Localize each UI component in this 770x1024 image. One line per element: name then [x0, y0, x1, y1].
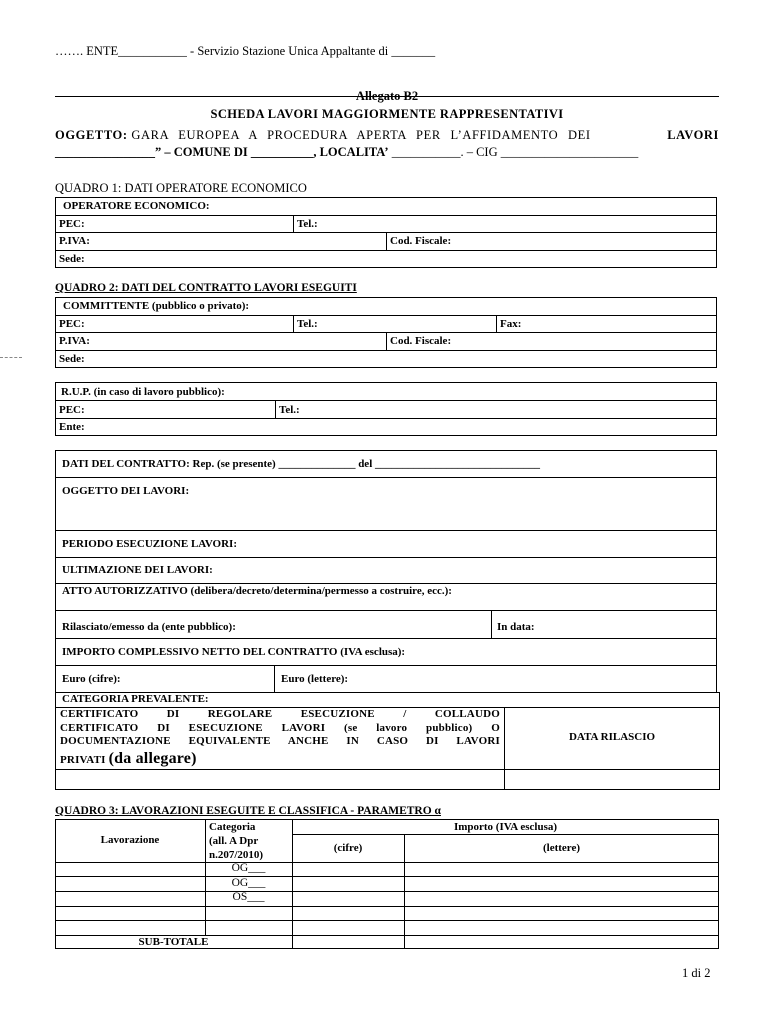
q2-sede-label: Sede:: [59, 353, 85, 365]
oggetto-lavori-label: OGGETTO DEI LAVORI:: [62, 485, 190, 497]
row-divider: [55, 876, 719, 877]
rup-label: R.U.P. (in caso di lavoro pubblico):: [61, 386, 225, 398]
row-divider: [55, 862, 719, 863]
categoria-header-l2: (all. A Dpr: [209, 835, 259, 847]
cert-line-3: DOCUMENTAZIONE EQUIVALENTE ANCHE IN CASO DI LAVORI: [60, 735, 500, 747]
rup-tel-label: Tel.:: [279, 404, 300, 416]
categoria-row-3: OS___: [232, 891, 265, 903]
q2-piva-label: P.IVA:: [59, 335, 90, 347]
row-divider: [55, 215, 717, 216]
q2-pec-label: PEC:: [59, 318, 85, 330]
data-rilascio-label: DATA RILASCIO: [568, 731, 656, 743]
page-number: 1 di 2: [682, 966, 711, 980]
col-divider: [293, 215, 294, 232]
subtotale-label: SUB-TOTALE: [138, 936, 209, 948]
lettere-header: (lettere): [542, 842, 581, 854]
categoria-row-2: OG___: [231, 877, 266, 889]
in-data-label: In data:: [497, 621, 535, 633]
col-divider: [496, 315, 497, 332]
quadro2-title: QUADRO 2: DATI DEL CONTRATTO LAVORI ESEGUITI: [55, 282, 357, 294]
row-divider: [55, 477, 717, 478]
oggetto-label: OGGETTO:: [55, 128, 128, 142]
cert-line-2: CERTIFICATO DI ESECUZIONE LAVORI (se lavoro pubblico) O: [60, 721, 500, 734]
q2-tel-label: Tel.:: [297, 318, 318, 330]
oggetto-text: GARA EUROPEA A PROCEDURA APERTA PER L’AFFIDAMENTO DEI: [131, 128, 591, 142]
row-divider: [55, 418, 717, 419]
col-divider: [275, 400, 276, 418]
row-divider: [55, 665, 717, 666]
cert-text: [60, 708, 500, 770]
oggetto-lavori: LAVORI: [667, 128, 719, 142]
atto-label: ATTO AUTORIZZATIVO (delibera/decreto/determina/permesso a costruire, ecc.):: [62, 585, 452, 597]
row-divider: [55, 400, 717, 401]
col-divider: [274, 665, 275, 693]
rilasciato-label: Rilasciato/emesso da (ente pubblico):: [62, 621, 236, 633]
row-divider: [55, 638, 717, 639]
importo-header: Importo (IVA esclusa): [453, 821, 558, 833]
row-divider: [55, 530, 717, 531]
rup-pec-label: PEC:: [59, 404, 85, 416]
row-divider: [55, 583, 717, 584]
importo-label: IMPORTO COMPLESSIVO NETTO DEL CONTRATTO (IVA esclusa):: [62, 646, 406, 658]
q2-fax-label: Fax:: [500, 318, 522, 330]
lavorazione-header: Lavorazione: [100, 834, 160, 846]
row-divider: [55, 250, 717, 251]
categoria-header-l3: n.207/2010): [209, 849, 264, 861]
euro-lettere-label: Euro (lettere):: [281, 673, 349, 685]
col-divider: [292, 819, 293, 949]
cert-da-allegare: (da allegare): [108, 749, 197, 767]
quadro3-title: QUADRO 3: LAVORAZIONI ESEGUITE E CLASSIFICA - PARAMETRO α: [55, 805, 441, 817]
scheda-title: SCHEDA LAVORI MAGGIORMENTE RAPPRESENTATIVI: [210, 107, 564, 121]
cifre-header: (cifre): [333, 842, 363, 854]
q1-sede-label: Sede:: [59, 253, 85, 265]
operatore-label: OPERATORE ECONOMICO:: [63, 200, 210, 212]
col-divider: [386, 332, 387, 350]
cert-line-4: [60, 749, 500, 770]
euro-cifre-label: Euro (cifre):: [62, 673, 121, 685]
cert-privati: PRIVATI: [60, 753, 106, 766]
periodo-label: PERIODO ESECUZIONE LAVORI:: [62, 538, 238, 550]
categoria-label: CATEGORIA PREVALENTE:: [62, 693, 209, 705]
oggetto-line-1: [55, 128, 719, 143]
dati-contratto-label: DATI DEL CONTRATTO: Rep. (se presente) ______________ del ______________________________: [62, 458, 540, 470]
ultimazione-label: ULTIMAZIONE DEI LAVORI:: [62, 564, 213, 576]
committente-label: COMMITTENTE (pubblico o privato):: [63, 300, 250, 312]
q1-cf-label: Cod. Fiscale:: [390, 235, 452, 247]
allegato-title: Allegato B2: [355, 89, 419, 103]
q1-piva-label: P.IVA:: [59, 235, 90, 247]
row-divider: [55, 350, 717, 351]
row-divider: [55, 315, 717, 316]
q1-tel-label: Tel.:: [297, 218, 318, 230]
quadro1-title: QUADRO 1: DATI OPERATORE ECONOMICO: [55, 181, 307, 195]
col-divider: [491, 610, 492, 638]
page-header: ……. ENTE___________ - Servizio Stazione Unica Appaltante di _______: [55, 44, 436, 58]
rup-ente-label: Ente:: [59, 421, 85, 433]
row-divider: [55, 610, 717, 611]
col-divider: [386, 232, 387, 250]
oggetto-line-2: [55, 145, 638, 160]
row-divider: [55, 906, 719, 907]
oggetto-cig: ___________. – CIG ______________________: [391, 145, 639, 159]
row-divider: [55, 920, 719, 921]
q2-cf-label: Cod. Fiscale:: [390, 335, 452, 347]
categoria-row-1: OG___: [231, 862, 266, 874]
oggetto-comune: ________________” – COMUNE DI __________, LOCALITA’: [55, 145, 389, 159]
categoria-header: [209, 820, 263, 862]
row-divider: [292, 834, 719, 835]
margin-mark: [0, 357, 22, 358]
row-divider: [55, 557, 717, 558]
row-divider: [55, 891, 719, 892]
q1-pec-label: PEC:: [59, 218, 85, 230]
col-divider: [504, 707, 505, 790]
col-divider: [293, 315, 294, 332]
cert-line-1: CERTIFICATO DI REGOLARE ESECUZIONE / COLLAUDO: [60, 708, 500, 720]
categoria-header-l1: Categoria: [209, 821, 256, 833]
